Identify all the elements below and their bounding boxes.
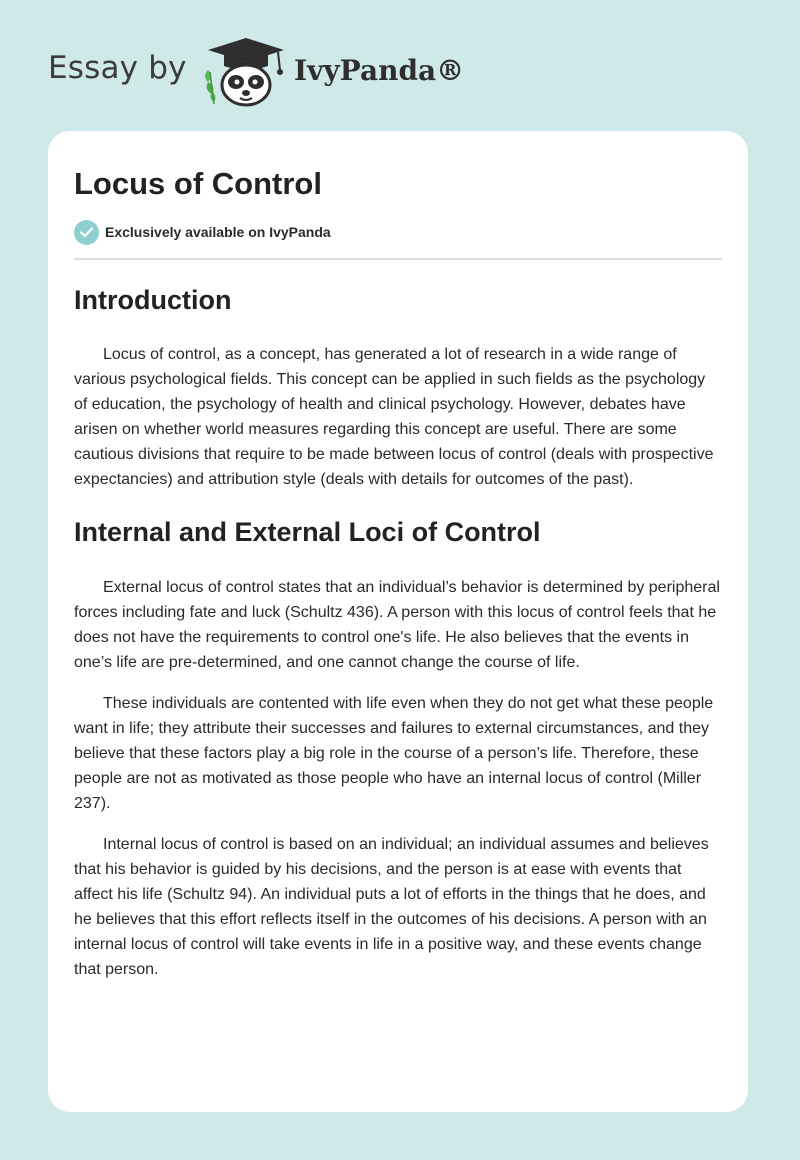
essay-title: Locus of Control (74, 166, 322, 201)
section-heading-introduction: Introduction (74, 285, 232, 315)
paragraph: External locus of control states that an individual’s behavior is determined by peripheral forces including fate and luck (Schultz 436). A person with this locus of control feels that he does not have the requirements to control one's life. He also believes that the events in one’s life are pre-determined, and one cannot change the course of life. (74, 579, 720, 671)
paragraph: These individuals are contented with life even when they do not get what these people want in life; they attribute their successes and failures to external circumstances, and they believe that these factors play a big role in the course of a person’s life. Therefore, these people are not as motivated as those people who have an internal locus of control (Miller 237). (74, 695, 714, 812)
check-circle-icon (74, 220, 99, 245)
essay-card (48, 131, 748, 1112)
site-header-brand[interactable] (48, 36, 468, 108)
panda-graduate-logo-icon (200, 36, 290, 108)
ivypanda-brand-name: IvyPanda® (294, 54, 465, 87)
section-heading-internal-external: Internal and External Loci of Control (74, 517, 541, 547)
essay-by-label: Essay by (48, 50, 187, 86)
title-divider (74, 258, 722, 260)
exclusive-badge-text: Exclusively available on IvyPanda (105, 224, 331, 240)
paragraph: Locus of control, as a concept, has generated a lot of research in a wide range of various psychological fields. This concept can be applied in such fields as the psychology of education, the psychology of health and clinical psychology. However, debates have arisen on whether world measures regarding this concept are useful. There are some cautious divisions that require to be made between locus of control (deals with prospective expectancies) and attribution style (deals with details for outcomes of the past). (74, 346, 714, 488)
paragraph: Internal locus of control is based on an individual; an individual assumes and believes that his behavior is guided by his decisions, and the person is at ease with events that affect his life (Schultz 94). An individual puts a lot of efforts in the things that he does, and he believes that this effort reflects itself in the outcomes of his decisions. A person with an internal locus of control will take events in life in a positive way, and these events change that person. (74, 836, 709, 978)
exclusive-badge (74, 219, 722, 245)
